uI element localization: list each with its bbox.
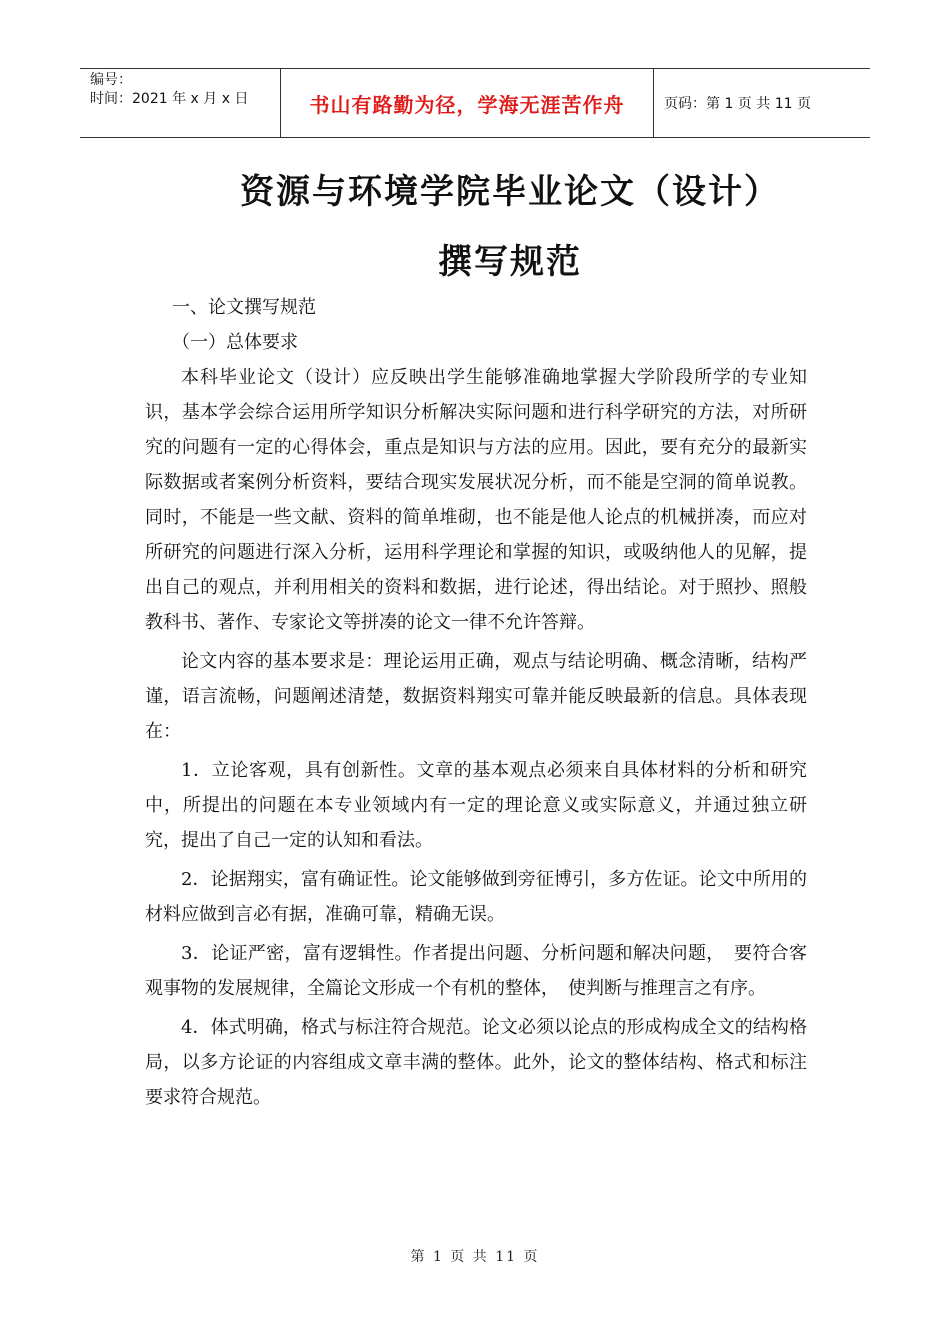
subsection-heading: （一）总体要求 xyxy=(172,332,298,353)
document-title-line2: 撰写规范 xyxy=(438,242,582,282)
list-item-1: 1．立论客观，具有创新性。文章的基本观点必须来自具体材料的分析和研究中，所提出的问题在本专业领域内有一定的理论意义或实际意义，并通过独立研究，提出了自己一定的认知和看法。 xyxy=(145,760,807,851)
section-heading: 一、论文撰写规范 xyxy=(172,297,316,318)
paragraph-general-requirements: 本科毕业论文（设计）应反映出学生能够准确地掌握大学阶段所学的专业知识，基本学会综合运用所学知识分析解决实际问题和进行科学研究的方法，对所研究的问题有一定的心得体会，重点是知识与方法的应用。因此，要有充分的最新实际数据或者案例分析资料，要结合现实发展状况分析，而不能是空洞的简单说教。同时，不能是一些文献、资料的简单堆砌，也不能是他人论点的机械拼凑，而应对所研究的问题进行深入分析，运用科学理论和掌握的知识，或吸纳他人的见解，提出自己的观点，并利用相关的资料和数据，进行论述，得出结论。对于照抄、照般教科书、著作、专家论文等拼凑的论文一律不允许答辩。 xyxy=(145,367,807,633)
document-time-label: 时间：2021 年 x 月 x 日 xyxy=(90,91,249,107)
header-motto: 书山有路勤为径，学海无涯苦作舟 xyxy=(280,69,654,137)
document-number-label: 编号： xyxy=(90,72,132,88)
list-item-3: 3．论证严密，富有逻辑性。作者提出问题、分析问题和解决问题， 要符合客观事物的发展规律，全篇论文形成一个有机的整体， 使判断与推理言之有序。 xyxy=(145,943,807,999)
list-item-4: 4．体式明确，格式与标注符合规范。论文必须以论点的形成构成全文的结构格局，以多方论证的内容组成文章丰满的整体。此外，论文的整体结构、格式和标注要求符合规范。 xyxy=(145,1017,807,1108)
page-header xyxy=(80,68,870,138)
document-title-line1: 资源与环境学院毕业论文（设计） xyxy=(240,172,780,212)
header-meta xyxy=(80,69,280,137)
document-body xyxy=(145,290,807,1115)
list-item-2: 2．论据翔实，富有确证性。论文能够做到旁征博引，多方佐证。论文中所用的材料应做到言必有据，准确可靠，精确无误。 xyxy=(145,869,807,925)
header-page-info: 页码：第 1 页 共 11 页 xyxy=(664,96,811,112)
paragraph-content-requirements: 论文内容的基本要求是：理论运用正确，观点与结论明确、概念清晰，结构严谨，语言流畅，问题阐述清楚，数据资料翔实可靠并能反映最新的信息。具体表现在： xyxy=(145,651,807,742)
page-footer: 第 1 页 共 11 页 xyxy=(410,1249,540,1265)
